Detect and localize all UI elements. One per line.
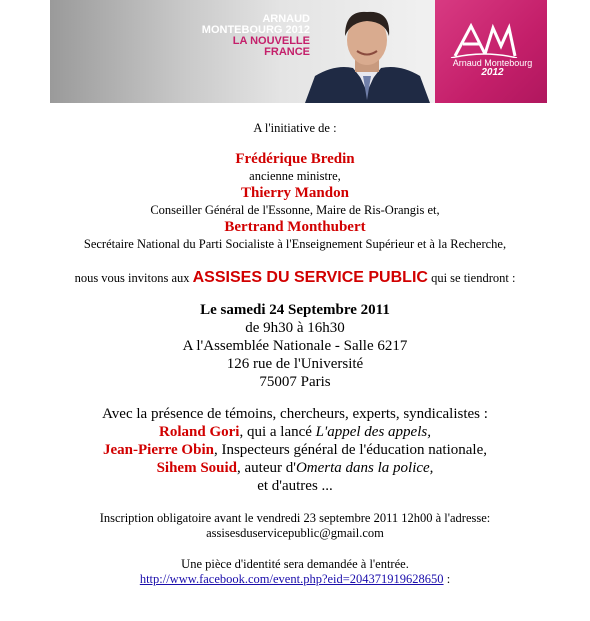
guest-name-3: Sihem Souid [156, 460, 238, 476]
presence-line-1 [0, 423, 590, 441]
event-street: 126 rue de l'Université [226, 356, 364, 372]
banner-line-2: MONTEBOURG 2012 [201, 24, 310, 36]
facebook-suffix: : [443, 572, 451, 586]
registration-email: assisesduservicepublic@gmail.com [206, 526, 384, 540]
logo-caption [445, 58, 540, 78]
invite-after: qui se tiendront : [427, 271, 516, 285]
event-city: 75007 Paris [259, 374, 331, 390]
presence-line-2 [0, 441, 590, 459]
organizer-name-2: Thierry Mandon [241, 185, 349, 201]
organizer-name-1: Frédérique Bredin [235, 151, 355, 167]
organizer-name-3: Bertrand Monthubert [224, 219, 366, 235]
organizer-role-1: ancienne ministre, [249, 169, 341, 183]
logo-name: Arnaud Montebourg [452, 58, 533, 68]
banner-line-1: ARNAUD [262, 13, 310, 25]
event-venue: A l'Assemblée Nationale - Salle 6217 [182, 338, 408, 354]
guest-name-2: Jean-Pierre Obin [103, 442, 214, 458]
invitation-line [0, 270, 590, 286]
id-notice: Une pièce d'identité sera demandée à l'entrée. [181, 557, 409, 571]
event-date: Le samedi 24 Septembre 2011 [200, 302, 390, 318]
facebook-line [0, 572, 590, 587]
organizer-role-3: Secrétaire National du Parti Socialiste à l'Enseignement Supérieur et à la Recherche, [83, 237, 507, 251]
presence-line-3 [0, 459, 590, 477]
facebook-event-link[interactable]: http://www.facebook.com/event.php?eid=204371919628650 [139, 572, 444, 586]
intro-text: A l'initiative de : [253, 121, 337, 135]
registration-text: Inscription obligatoire avant le vendredi 23 septembre 2011 12h00 à l'adresse: [99, 511, 491, 525]
event-title: ASSISES DU SERVICE PUBLIC [192, 269, 428, 286]
guest-text-1: , qui a lancé [239, 424, 316, 440]
banner-slogan [160, 14, 310, 58]
presence-others: et d'autres ... [257, 478, 333, 494]
presence-intro: Avec la présence de témoins, chercheurs, experts, syndicalistes : [102, 406, 488, 422]
header-banner [50, 0, 547, 103]
invite-before: nous vous invitons aux [74, 271, 193, 285]
guest-work-1: L'appel des appels, [315, 424, 431, 440]
guest-name-1: Roland Gori [159, 424, 240, 440]
guest-text-2: , Inspecteurs général de l'éducation nationale, [213, 442, 487, 458]
event-time: de 9h30 à 16h30 [245, 320, 345, 336]
portrait-image [305, 6, 430, 103]
guest-work-3: Omerta dans la police, [295, 460, 434, 476]
banner-line-3: LA NOUVELLE [232, 35, 310, 47]
invitation-body [0, 121, 590, 587]
logo-year: 2012 [481, 67, 504, 78]
guest-text-3: , auteur d' [237, 460, 296, 476]
banner-line-4: FRANCE [264, 46, 310, 58]
organizer-role-2: Conseiller Général de l'Essonne, Maire de Ris-Orangis et, [150, 203, 440, 217]
am-logo-icon [449, 18, 519, 58]
